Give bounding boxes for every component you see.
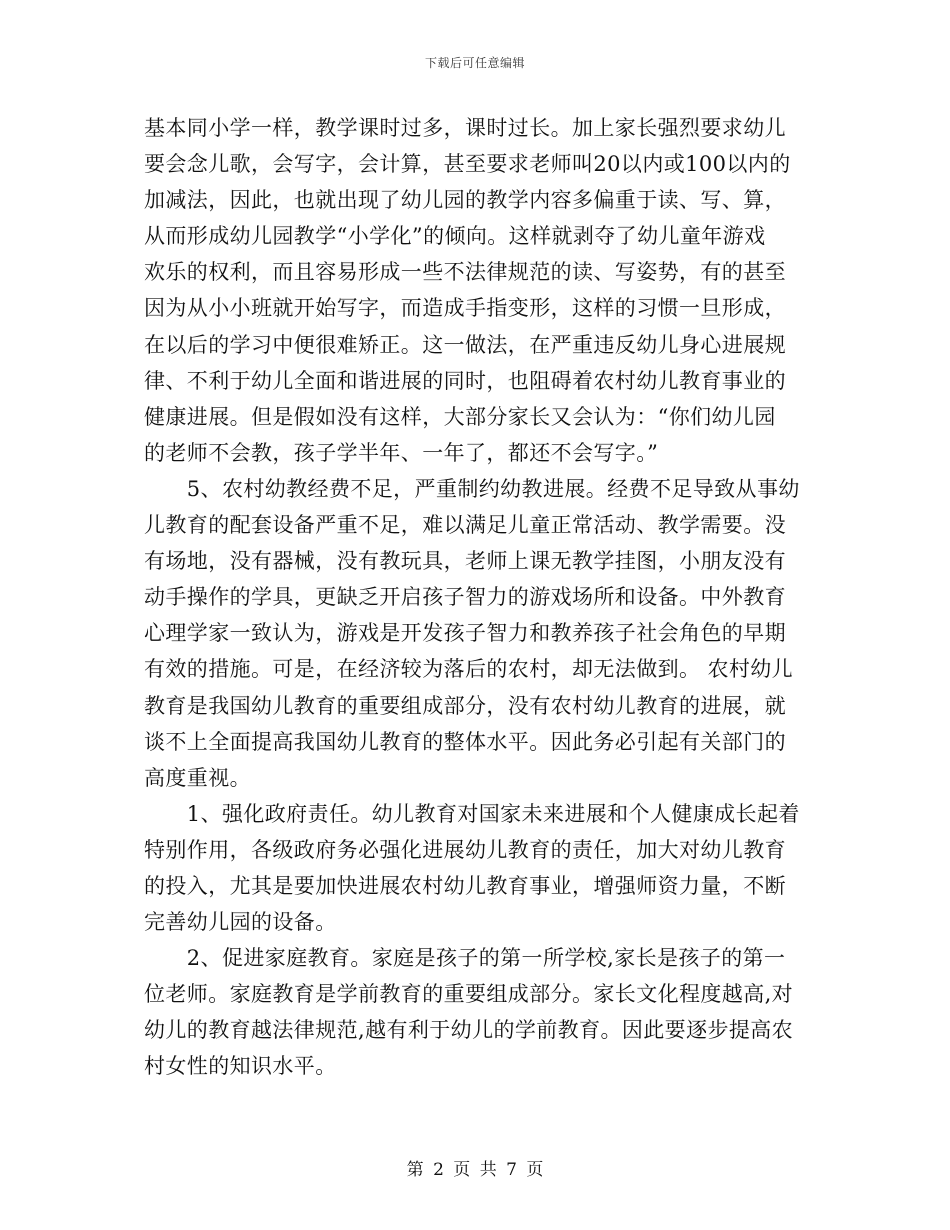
text-line: 心理学家一致认为，游戏是开发孩子智力和教养孩子社会角色的早期 xyxy=(144,621,786,646)
text-line: 健康进展。但是假如没有这样，大部分家长又会认为：“你们幼儿园 xyxy=(144,404,776,429)
text-line: 教育是我国幼儿教育的重要组成部分，没有农村幼儿教育的进展，就 xyxy=(144,693,786,718)
text-line: 完善幼儿园的设备。 xyxy=(144,910,337,935)
text-line: 高度重视。 xyxy=(144,765,251,790)
text-line: 谈不上全面提高我国幼儿教育的整体水平。因此务必引起有关部门的 xyxy=(144,729,786,754)
text-line: 的老师不会教，孩子学半年、一年了，都还不会写字。” xyxy=(144,440,659,465)
text-line: 欢乐的权利，而且容易形成一些不法律规范的读、写姿势，有的甚至 xyxy=(144,260,786,285)
text-line: 2、促进家庭教育。家庭是孩子的第一所学校,家长是孩子的第一 xyxy=(144,946,786,971)
text-line: 有效的措施。可是，在经济较为落后的农村，却无法做到。 农村幼儿 xyxy=(144,657,794,682)
text-line: 的投入，尤其是要加快进展农村幼儿教育事业，增强师资力量，不断 xyxy=(144,873,786,898)
text-line: 特别作用，各级政府务必强化进展幼儿教育的责任，加大对幼儿教育 xyxy=(144,837,786,862)
text-line: 5、农村幼教经费不足，严重制约幼教进展。经费不足导致从事幼 xyxy=(144,476,800,501)
text-line: 幼儿的教育越法律规范,越有利于幼儿的学前教育。因此要逐步提高农 xyxy=(144,1018,794,1043)
text-line: 律、不利于幼儿全面和谐进展的同时，也阻碍着农村幼儿教育事业的 xyxy=(144,368,786,393)
text-line: 从而形成幼儿园教学“小学化”的倾向。这样就剥夺了幼儿童年游戏 xyxy=(144,224,766,249)
text-line: 加减法，因此，也就出现了幼儿园的教学内容多偏重于读、写、算， xyxy=(144,188,786,213)
document-body xyxy=(144,110,808,1085)
text-line: 动手操作的学具，更缺乏开启孩子智力的游戏场所和设备。中外教育 xyxy=(144,585,786,610)
page-footer: 第 2 页 共 7 页 xyxy=(406,1160,544,1180)
text-line: 有场地，没有器械，没有教玩具，老师上课无教学挂图，小朋友没有 xyxy=(144,549,786,574)
text-line: 基本同小学一样，教学课时过多，课时过长。加上家长强烈要求幼儿 xyxy=(144,116,786,140)
text-line: 儿教育的配套设备严重不足，难以满足儿童正常活动、教学需要。没 xyxy=(144,513,786,538)
text-line: 村女性的知识水平。 xyxy=(144,1054,337,1079)
text-line: 因为从小小班就开始写字，而造成手指变形，这样的习惯一旦形成， xyxy=(144,296,786,321)
page-header: 下载后可任意编辑 xyxy=(424,56,525,70)
text-line: 要会念儿歌，会写字，会计算，甚至要求老师叫20以内或100以内的 xyxy=(144,152,791,177)
text-line: 位老师。家庭教育是学前教育的重要组成部分。家长文化程度越高,对 xyxy=(144,982,794,1007)
text-line: 在以后的学习中便很难矫正。这一做法，在严重违反幼儿身心进展规 xyxy=(144,332,786,357)
text-line: 1、强化政府责任。幼儿教育对国家未来进展和个人健康成长起着 xyxy=(144,801,800,826)
